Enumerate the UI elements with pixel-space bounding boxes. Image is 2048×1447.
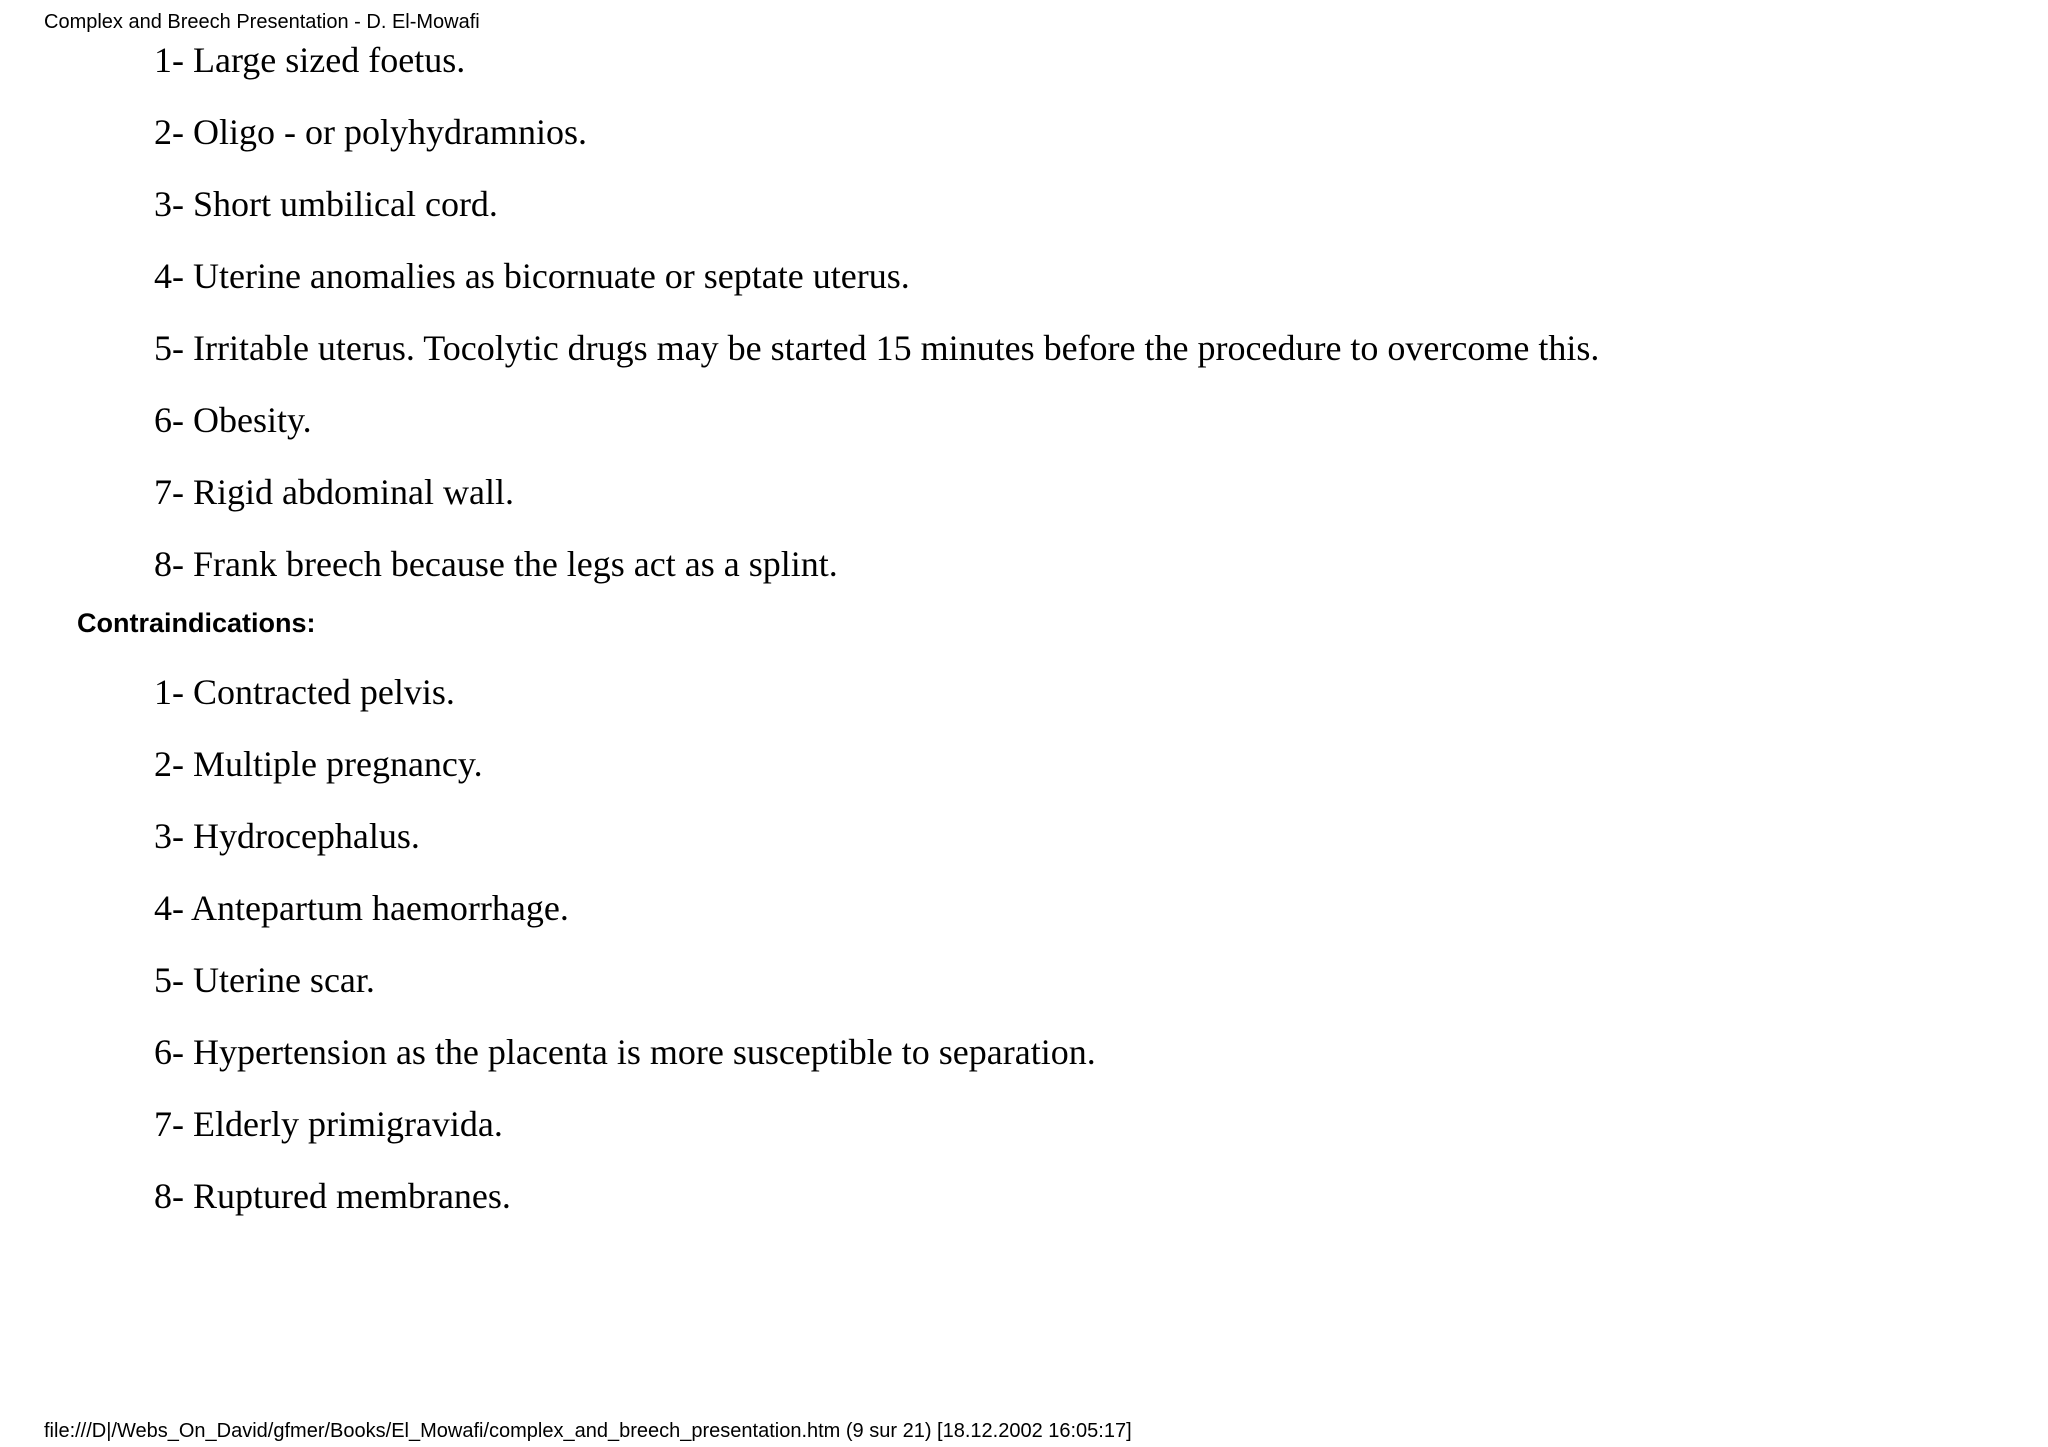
list-item: 1- Contracted pelvis.	[154, 672, 455, 712]
page-header-title: Complex and Breech Presentation - D. El-Mowafi	[44, 11, 480, 33]
contraindications-list	[154, 670, 1096, 1246]
list-item: 6- Hypertension as the placenta is more susceptible to separation.	[154, 1032, 1096, 1072]
list-item: 2- Multiple pregnancy.	[154, 744, 483, 784]
list-item: 7- Rigid abdominal wall.	[154, 472, 514, 512]
list-item: 5- Irritable uterus. Tocolytic drugs may be started 15 minutes before the procedure to overcome this.	[154, 328, 1600, 368]
list-item: 1- Large sized foetus.	[154, 40, 466, 80]
list-item: 4- Uterine anomalies as bicornuate or septate uterus.	[154, 256, 910, 296]
contraindications-heading: Contraindications:	[77, 608, 316, 638]
page-footer-path: file:///D|/Webs_On_David/gfmer/Books/El_Mowafi/complex_and_breech_presentation.htm (9 sur 21) [18.12.2002 16:05:17]	[44, 1420, 1132, 1442]
factors-list	[154, 38, 1599, 614]
list-item: 7- Elderly primigravida.	[154, 1104, 503, 1144]
list-item: 3- Hydrocephalus.	[154, 816, 420, 856]
list-item: 4- Antepartum haemorrhage.	[154, 888, 569, 928]
list-item: 6- Obesity.	[154, 400, 312, 440]
list-item: 8- Frank breech because the legs act as a splint.	[154, 544, 838, 584]
list-item: 3- Short umbilical cord.	[154, 184, 498, 224]
list-item: 2- Oligo - or polyhydramnios.	[154, 112, 587, 152]
list-item: 5- Uterine scar.	[154, 960, 375, 1000]
list-item: 8- Ruptured membranes.	[154, 1176, 511, 1216]
